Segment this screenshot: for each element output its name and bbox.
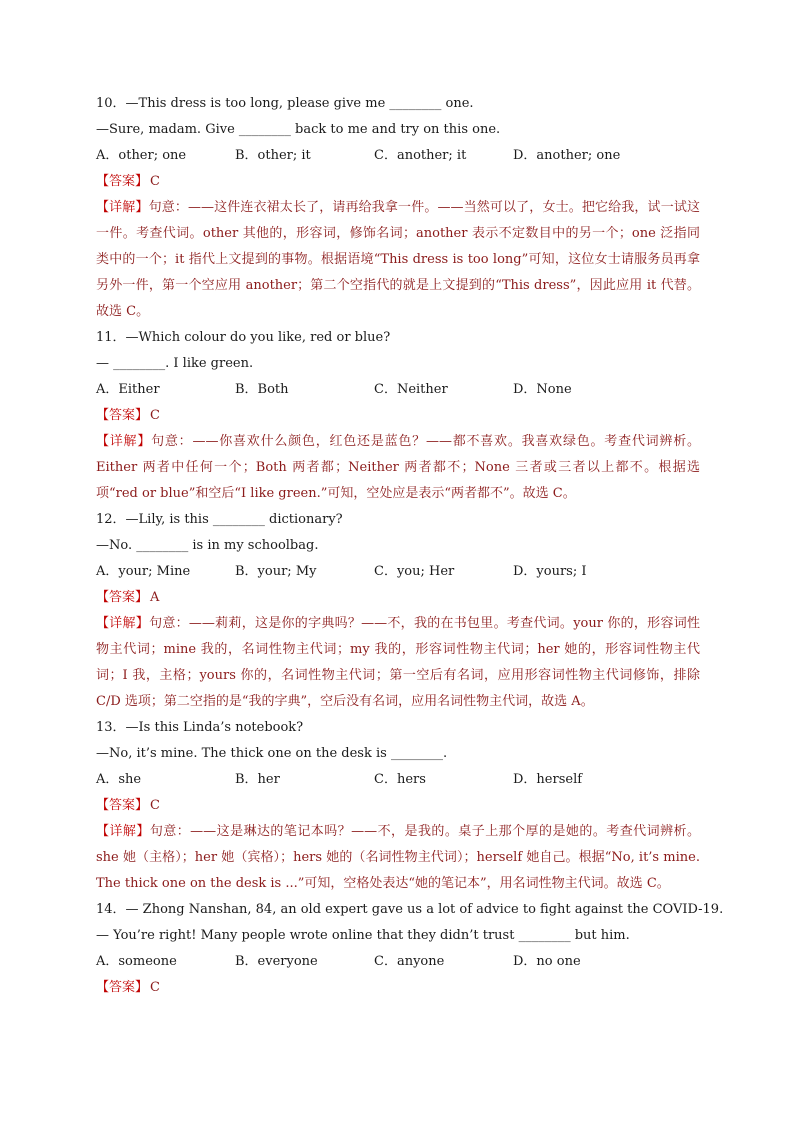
explanation-label: 【详解】 [96, 434, 152, 449]
option-d: D．yours; I [513, 564, 587, 579]
explanation-text: 句意：——这是琳达的笔记本吗？——不，是我的。桌子上那个厚的是她的。考查代词辨析。she 她（主格）；her 她（宾格）；hers 她的（名词性物主代词）；herself 她自己。根据“No, it’s mine. The thick one on the desk is ...”可知，空格处表达“她的笔记本”，用名词性物主代词。故选 C。 [96, 824, 700, 891]
question-stem: — ________. I like green. [96, 356, 254, 371]
answer-value: C [150, 798, 160, 813]
explanation [96, 611, 700, 715]
explanation-label: 【详解】 [96, 824, 150, 839]
question-stem: 11．—Which colour do you like, red or blue? [96, 330, 391, 345]
option-a: A．other; one [96, 148, 187, 163]
explanation [96, 195, 700, 325]
explanation [96, 429, 700, 507]
answer-label: 【答案】 [96, 590, 149, 605]
question-12 [96, 507, 700, 715]
question-stem: 13．—Is this Linda’s notebook? [96, 720, 304, 735]
options-row [96, 377, 700, 403]
option-d: D．no one [513, 954, 581, 969]
question-stem: 12．—Lily, is this ________ dictionary? [96, 512, 343, 527]
options-row [96, 949, 700, 975]
question-11 [96, 325, 700, 507]
answer-label: 【答案】 [96, 980, 149, 995]
answer-label: 【答案】 [96, 174, 149, 189]
question-10 [96, 91, 700, 325]
answer-line [96, 169, 700, 195]
answer-value: C [150, 980, 160, 995]
options-row [96, 767, 700, 793]
option-a: A．she [96, 772, 142, 787]
question-stem: —No. ________ is in my schoolbag. [96, 538, 319, 553]
explanation-label: 【详解】 [96, 616, 150, 631]
option-a: A．your; Mine [96, 564, 191, 579]
explanation-text: 句意：——你喜欢什么颜色，红色还是蓝色？——都不喜欢。我喜欢绿色。考查代词辨析。Either 两者中任何一个；Both 两者都；Neither 两者都不；None 三者或三者以上都不。根据选项“red or blue”和空后“I like green.”可知，空处应是表示“两者都不”。故选 C。 [96, 434, 700, 501]
answer-line [96, 793, 700, 819]
option-d: D．herself [513, 772, 583, 787]
question-13 [96, 715, 700, 897]
answer-value: C [150, 408, 160, 423]
explanation-text: 句意：——莉莉，这是你的字典吗？——不，我的在书包里。考查代词。your 你的，形容词性物主代词；mine 我的，名词性物主代词；my 我的，形容词性物主代词；her 她的，形容词性物主代词；I 我，主格；yours 你的，名词性物主代词；第一空后有名词，应用形容词性物主代词修饰，排除 C/D 选项；第二空指的是“我的字典”，空后没有名词，应用名词性物主代词，故选 A。 [96, 616, 700, 709]
answer-label: 【答案】 [96, 408, 149, 423]
options-row [96, 143, 700, 169]
question-stem: 14．— Zhong Nanshan, 84, an old expert gave us a lot of advice to fight against the COVID-19. [96, 902, 724, 917]
question-list [96, 91, 724, 1001]
option-b: B．everyone [235, 954, 318, 969]
option-b: B．your; My [235, 564, 317, 579]
option-d: D．None [513, 382, 572, 397]
question-stem: 10．—This dress is too long, please give me ________ one. [96, 96, 474, 111]
answer-label: 【答案】 [96, 798, 149, 813]
question-stem: —No, it’s mine. The thick one on the desk is ________. [96, 746, 448, 761]
question-stem: —Sure, madam. Give ________ back to me and try on this one. [96, 122, 501, 137]
explanation [96, 819, 700, 897]
option-d: D．another; one [513, 148, 621, 163]
answer-value: A [150, 590, 160, 605]
answer-line [96, 403, 700, 429]
answer-value: C [150, 174, 160, 189]
option-c: C．another; it [374, 148, 467, 163]
explanation-label: 【详解】 [96, 200, 149, 215]
option-c: C．you; Her [374, 564, 455, 579]
option-b: B．Both [235, 382, 289, 397]
answer-line [96, 585, 700, 611]
option-a: A．Either [96, 382, 160, 397]
explanation-text: 句意：——这件连衣裙太长了，请再给我拿一件。——当然可以了，女士。把它给我，试一试这一件。考查代词。other 其他的，形容词，修饰名词；another 表示不定数目中的另一个；one 泛指同类中的一个；it 指代上文提到的事物。根据语境“This dress is too long”可知，这位女士请服务员再拿另外一件，第一个空应用 another；第二个空指代的就是上文提到的“This dress”，因此应用 it 代替。故选 C。 [96, 200, 700, 319]
option-c: C．hers [374, 772, 426, 787]
option-a: A．someone [96, 954, 177, 969]
option-c: C．Neither [374, 382, 448, 397]
options-row [96, 559, 700, 585]
question-14 [96, 897, 724, 1001]
option-b: B．other; it [235, 148, 311, 163]
answer-line [96, 975, 700, 1001]
option-c: C．anyone [374, 954, 445, 969]
question-stem: — You’re right! Many people wrote online that they didn’t trust ________ but him. [96, 928, 630, 943]
option-b: B．her [235, 772, 280, 787]
